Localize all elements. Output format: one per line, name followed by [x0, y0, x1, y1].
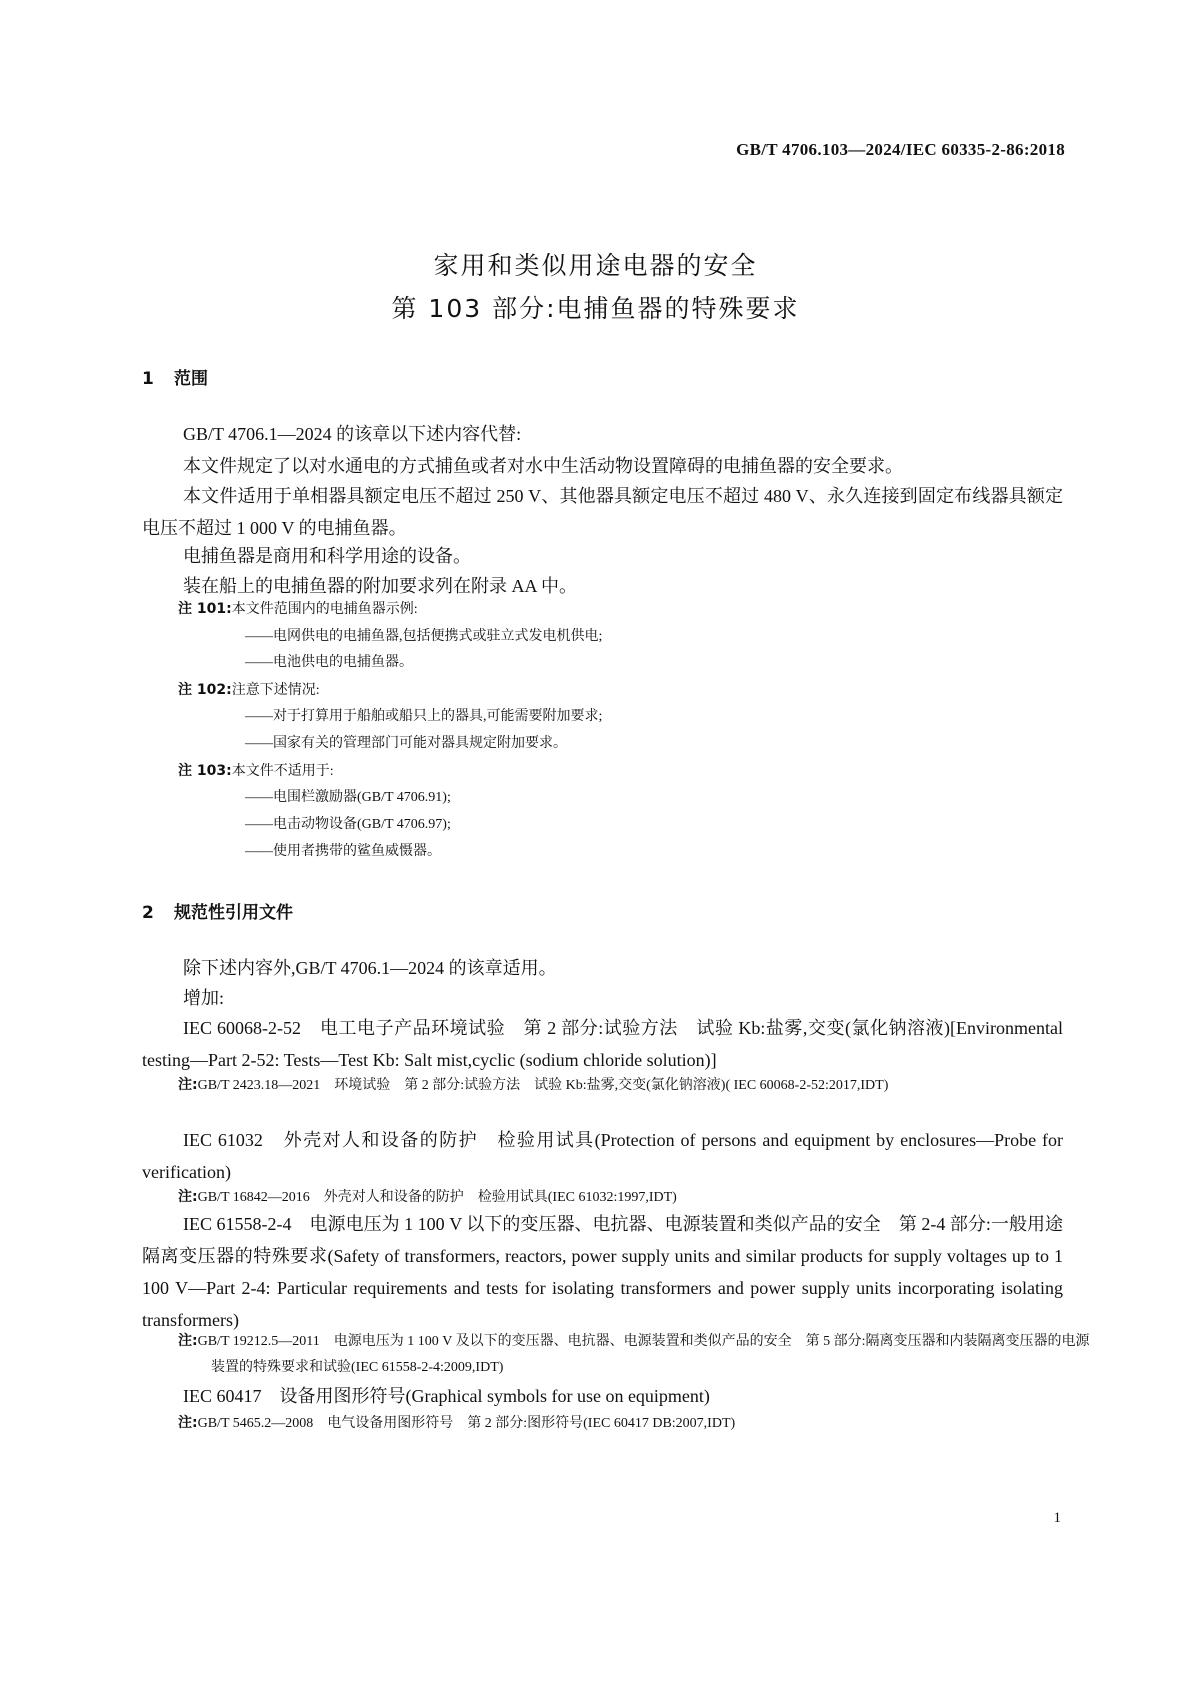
note-text: 本文件不适用于: [231, 764, 334, 779]
paragraph: 本文件规定了以对水通电的方式捕鱼或者对水中生活动物设置障碍的电捕鱼器的安全要求。 [183, 456, 903, 476]
note-text: GB/T 5465.2—2008 电气设备用图形符号 第 2 部分:图形符号(IEC 60417 DB:2007,IDT) [197, 1416, 736, 1431]
section-title: 范围 [174, 369, 208, 389]
page-number: 1 [1053, 1510, 1061, 1526]
paragraph: 装在船上的电捕鱼器的附加要求列在附录 AA 中。 [183, 576, 578, 596]
document-title-line2: 第 103 部分:电捕鱼器的特殊要求 [391, 294, 800, 323]
note-label: 注: [178, 1189, 198, 1205]
note-label: 注: [178, 1077, 198, 1093]
paragraph: 除下述内容外,GB/T 4706.1—2024 的该章适用。 [183, 958, 557, 978]
note-text: 本文件范围内的电捕鱼器示例: [231, 602, 418, 617]
standard-code: GB/T 4706.103—2024/IEC 60335-2-86:2018 [736, 140, 1065, 159]
reference-note [178, 1410, 1096, 1437]
note-item: ——电围栏激励器(GB/T 4706.91); [245, 790, 451, 805]
paragraph: 电捕鱼器是商用和科学用途的设备。 [183, 546, 471, 566]
reference-note [178, 1072, 1096, 1099]
note-text: GB/T 16842—2016 外壳对人和设备的防护 检验用试具(IEC 61032:1997,IDT) [197, 1190, 677, 1205]
note-label: 注 101: [178, 601, 232, 617]
section-number: 1 [142, 369, 154, 389]
note-text: GB/T 2423.18—2021 环境试验 第 2 部分:试验方法 试验 Kb:盐雾,交变(氯化钠溶液)( IEC 60068-2-52:2017,IDT) [197, 1078, 889, 1093]
note-text: 注意下述情况: [231, 683, 320, 698]
note-label: 注: [178, 1415, 198, 1431]
note-item: ——电网供电的电捕鱼器,包括便携式或驻立式发电机供电; [245, 629, 603, 644]
paragraph: 本文件适用于单相器具额定电压不超过 250 V、其他器具额定电压不超过 480 V、永久连接到固定布线器具额定电压不超过 1 000 V 的电捕鱼器。 [142, 486, 1063, 538]
reference-item: IEC 61032 外壳对人和设备的防护 检验用试具(Protection of persons and equipment by enclosures—Probe for verification) [142, 1130, 1063, 1182]
reference-item: IEC 61558-2-4 电源电压为 1 100 V 以下的变压器、电抗器、电源装置和类似产品的安全 第 2-4 部分:一般用途隔离变压器的特殊要求(Safety of transformers, reactors, power supply units and similar products for supply voltages up to 1 100 V—Part 2-4: Particular requirements and tests for isolating transformers and power supply units incorporating isolating transformers) [142, 1214, 1063, 1330]
note-101 [178, 596, 1058, 623]
note-item: ——电池供电的电捕鱼器。 [245, 655, 413, 670]
note-103 [178, 758, 1058, 785]
section-number: 2 [142, 903, 154, 923]
paragraph: 增加: [183, 988, 225, 1008]
reference-note [178, 1184, 1096, 1211]
reference-note [178, 1328, 1096, 1381]
reference-item: IEC 60068-2-52 电工电子产品环境试验 第 2 部分:试验方法 试验 Kb:盐雾,交变(氯化钠溶液)[Environmental testing—Part 2-52: Tests—Test Kb: Salt mist,cyclic (sodium chloride solution)] [142, 1018, 1063, 1070]
note-102 [178, 677, 1058, 704]
document-title-line1: 家用和类似用途电器的安全 [433, 251, 758, 280]
section-title: 规范性引用文件 [174, 903, 293, 923]
note-label: 注 103: [178, 763, 232, 779]
note-item: ——国家有关的管理部门可能对器具规定附加要求。 [245, 736, 567, 751]
note-label: 注: [178, 1333, 198, 1349]
note-item: ——使用者携带的鲨鱼威慑器。 [245, 844, 441, 859]
paragraph: GB/T 4706.1—2024 的该章以下述内容代替: [183, 424, 522, 444]
note-item: ——电击动物设备(GB/T 4706.97); [245, 817, 451, 832]
section-1-heading [142, 364, 208, 389]
note-text: GB/T 19212.5—2011 电源电压为 1 100 V 及以下的变压器、电抗器、电源装置和类似产品的安全 第 5 部分:隔离变压器和内装隔离变压器的电源装置的特殊要求和试验(IEC 61558-2-4:2009,IDT) [197, 1334, 1090, 1375]
note-label: 注 102: [178, 682, 232, 698]
section-2-heading [142, 898, 293, 923]
note-item: ——对于打算用于船舶或船只上的器具,可能需要附加要求; [245, 709, 603, 724]
reference-item: IEC 60417 设备用图形符号(Graphical symbols for use on equipment) [183, 1386, 710, 1406]
